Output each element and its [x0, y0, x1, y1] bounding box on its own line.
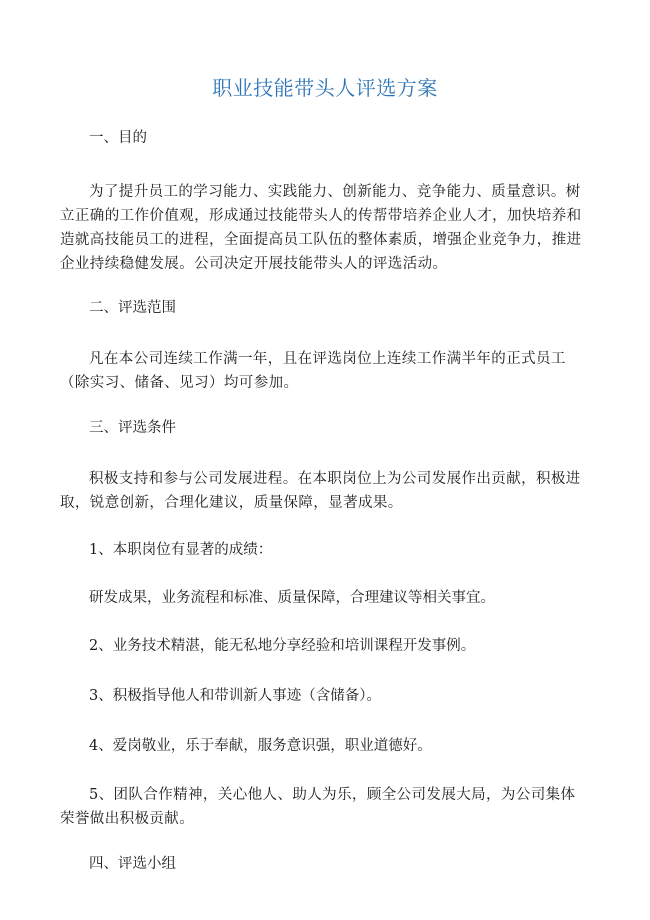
paragraph-criteria: 积极支持和参与公司发展进程。在本职岗位上为公司发展作出贡献，积极进取，锐意创新，合理化建议，质量保障，显著成果。: [60, 471, 581, 511]
criteria-item-3: 3、积极指导他人和带训新人事迹（含储备）。: [89, 688, 381, 704]
paragraph-purpose: 为了提升员工的学习能力、实践能力、创新能力、竞争能力、质量意识。树立正确的工作价值观，形成通过技能带头人的传帮带培养企业人才，加快培养和造就高技能员工的进程，全面提高员工队伍的整体素质，增强企业竞争力，推进企业持续稳健发展。公司决定开展技能带头人的评选活动。: [60, 184, 582, 272]
criteria-item-1: 1、本职岗位有显著的成绩：: [89, 542, 273, 558]
section-heading-criteria: 三、评选条件: [89, 420, 176, 436]
paragraph-scope: 凡在本公司连续工作满一年，且在评选岗位上连续工作满半年的正式员工（除实习、储备、见习）均可参加。: [60, 351, 566, 391]
criteria-item-1-detail: 研发成果，业务流程和标准、质量保障，合理建议等相关事宜。: [89, 590, 495, 606]
criteria-item-2: 2、业务技术精湛，能无私地分享经验和培训课程开发事例。: [89, 638, 476, 654]
section-heading-purpose: 一、目的: [89, 130, 147, 146]
criteria-item-5: 5、团队合作精神，关心他人、助人为乐，顾全公司发展大局，为公司集体荣誉做出积极贡献。: [60, 787, 576, 827]
section-heading-committee: 四、评选小组: [89, 856, 176, 872]
criteria-item-4: 4、爱岗敬业，乐于奉献，服务意识强，职业道德好。: [89, 738, 432, 754]
section-heading-scope: 二、评选范围: [89, 300, 176, 316]
document-title: 职业技能带头人评选方案: [212, 76, 438, 100]
